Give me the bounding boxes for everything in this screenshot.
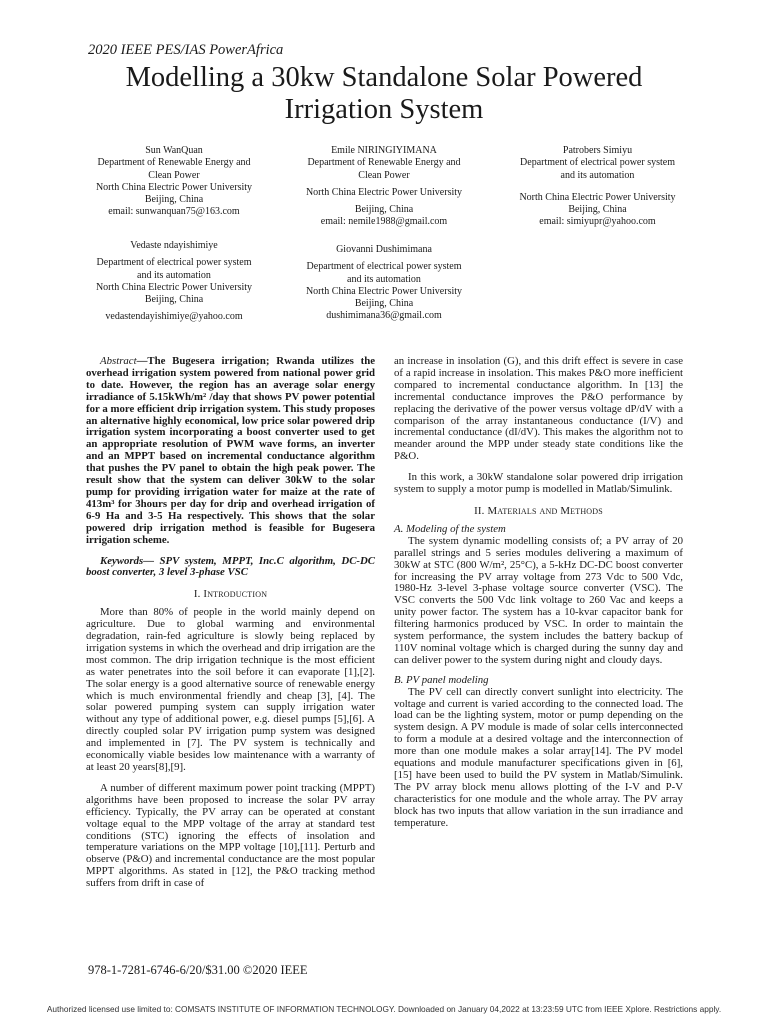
author-block-2 [294, 145, 474, 229]
modeling-paragraph: The system dynamic modelling consists of; a PV array of 20 parallel strings and 5 series modules delivering a maximum of 30kW at STC (800 W/m², 25°C), a 5-kHz DC-DC boost converter for increasing the PV array voltage from 273 Vdc to 500 Vdc, 1980-Hz 3-level 3-phase voltage source converter (VSC). The VSC converts the 500 Vdc link voltage to 260 Vac and keeps a unity power factor. The system has a 10-kvar capacitor bank for filtering harmonics produced by VSC. In order to maintain the system performance, the system includes the battery backup of 110V nominal voltage which is charged during the sunny day and can deliver power to the system during night and cloudy days. [394, 534, 683, 666]
author-univ: North China Electric Power University [95, 281, 253, 293]
paper-title [0, 62, 768, 126]
author-dept: Clean Power [358, 169, 410, 181]
author-name: Emile NIRINGIYIMANA [331, 145, 437, 156]
author-dept: and its automation [347, 273, 421, 285]
author-city: Beijing, China [354, 204, 414, 216]
author-email: email: sunwanquan75@163.com [108, 206, 240, 218]
author-email: email: nemile1988@gmail.com [320, 216, 448, 228]
author-dept: Department of electrical power system [306, 261, 462, 273]
author-city: Beijing, China [144, 194, 204, 206]
author-univ: North China Electric Power University [305, 186, 463, 198]
author-city: Beijing, China [144, 294, 204, 306]
author-dept: Department of electrical power system [520, 157, 675, 169]
license-footer: Authorized licensed use limited to: COMSATS INSTITUTE OF INFORMATION TECHNOLOGY. Downloaded on January 04,2022 at 13:23:59 UTC from IEEE Xplore. Restrictions apply. [46, 1004, 722, 1014]
author-univ: North China Electric Power University [305, 285, 463, 297]
author-name: Vedaste ndayishimiye [130, 240, 218, 251]
author-name: Patrobers Simiyu [562, 145, 633, 156]
title-line-1: Modelling a 30kw Standalone Solar Powered [125, 62, 643, 93]
author-block-3 [500, 145, 695, 229]
right-paragraph-2: In this work, a 30kW standalone solar powered drip irrigation system to supply a motor pump is modelled in Matlab/Simulink. [394, 471, 683, 496]
subsection-heading-modeling: A. Modeling of the system [394, 522, 506, 535]
author-email: email: simiyupr@yahoo.com [539, 216, 656, 228]
author-dept: Department of electrical power system [96, 257, 252, 269]
author-name: Sun WanQuan [145, 145, 203, 156]
pv-panel-paragraph: The PV cell can directly convert sunlight into electricity. The voltage and current is varied according to the connected load. The load can be the lighting system, motor or pump depending on the system design. A PV module is made of solar cells interconnected to form a module at a desired voltage and the interconnection of more than one module makes a solar array[14]. The PV model equations and module manufacturer specifications given in [6],[15] have been used to build the PV system in Matlab/Simulink. The PV array block menu allows plotting of the I-V and P-V characteristics for one module and the whole array. The PV array block has two inputs that allow variation in the sun irradiance and temperature. [394, 685, 683, 829]
author-email: vedastendayishimiye@yahoo.com [105, 311, 243, 323]
author-univ: North China Electric Power University [519, 191, 676, 203]
author-dept: Clean Power [148, 169, 200, 181]
author-block-1 [84, 145, 264, 219]
keywords [86, 556, 375, 580]
subsection-heading-pv-panel: B. PV panel modeling [394, 673, 489, 686]
abstract [86, 356, 375, 547]
author-dept: and its automation [560, 169, 635, 181]
isbn-copyright: 978-1-7281-6746-6/20/$31.00 ©2020 IEEE [88, 963, 308, 977]
intro-paragraph-2: A number of different maximum power point tracking (MPPT) algorithms have been proposed to increase the solar PV array efficiency. Typically, the PV array can be operated at constant voltage equal to the MPP voltage of the array at standard test conditions (STC) ignoring the effects of insolation and temperature variations on the MPP voltage [10],[11]. Perturb and observe (P&O) and incremental conductance are the most popular MPPT algorithms. As stated in [12], the P&O tracking method suffers from drift in case of [86, 781, 375, 890]
title-line-2: Irrigation System [284, 94, 484, 125]
author-dept: and its automation [137, 269, 211, 281]
abstract-text: —The Bugesera irrigation; Rwanda utilizes the overhead irrigation system powered from national power grid to date. However, the region has an average solar energy irradiance of 5.15kWh/m² /day that shows PV power potential for a more efficient drip irrigation system. This study proposes an alternative highly economical, low price solar powered drip irrigation system incorporating a boost converter used to get an appropriate resolution of PWM wave forms, an inverter and an MPPT based on incremental conductance algorithm that pushes the PV panel to obtain the high peak power. The result show that the system can deliver 30kW to the solar pump for providing irrigation water for maize at the rate of 413m³ for 3hours per day for drip and overhead irrigation of 6-9 Ha and 3-5 Ha respectively. This shows that the solar powered drip irrigation method is feasible for Bugesera irrigation scheme. [86, 355, 375, 546]
author-univ: North China Electric Power University [95, 181, 253, 193]
conference-name: 2020 IEEE PES/IAS PowerAfrica [88, 42, 284, 58]
author-block-5 [294, 244, 474, 323]
keywords-label: Keywords [100, 554, 144, 567]
left-column [86, 356, 375, 890]
author-email: dushimimana36@gmail.com [326, 310, 442, 322]
keywords-text: — SPV system, MPPT, Inc.C algorithm, DC-DC boost converter, 3 level 3-phase VSC [86, 554, 375, 579]
author-dept: Department of Renewable Energy and [307, 157, 461, 169]
author-name: Giovanni Dushimimana [336, 244, 432, 255]
author-block-4 [84, 240, 264, 324]
right-column [394, 356, 683, 830]
author-city: Beijing, China [354, 298, 414, 310]
author-city: Beijing, China [568, 204, 627, 216]
abstract-label: Abstract [100, 355, 137, 367]
section-heading-materials: II. Materials and Methods [474, 504, 603, 517]
intro-paragraph-1: More than 80% of people in the world mainly depend on agriculture. Due to global warming and environmental degradation, rain-fed agriculture is slowly being replaced by irrigation systems in which the overhead and drip irrigation are the most common. The drip irrigation technique is the most efficient as water penetrates into the soil before it can evaporate [1],[2]. The solar energy is a good alternative source of renewable energy which is much environmental friendly and cheap [3], [4]. The solar powered pumping system can supply irrigation water without any type of additional power, e.g. diesel pumps [5],[6]. A directly coupled solar PV irrigation pump system was designed and implemented in [7]. The PV system is technically and economically viable besides low maintenance with a warranty of at least 20 years[8],[9]. [86, 606, 375, 773]
right-paragraph-1: an increase in insolation (G), and this drift effect is severe in case of a rapid increase in insolation. This makes P&O more inefficient compared to incremental conductance algorithm. In [13] the incremental conductance improves the P&O performance by replacing the derivative of the power versus voltage dP/dV with a comparison of the array instantaneous conductance (I/V) and incremental conductance (dI/dV). This makes the algorithm not to meander around the MPP under steady state conditions like the P&O. [394, 355, 683, 463]
author-dept: Department of Renewable Energy and [97, 157, 251, 169]
section-heading-introduction: I. Introduction [193, 588, 268, 601]
